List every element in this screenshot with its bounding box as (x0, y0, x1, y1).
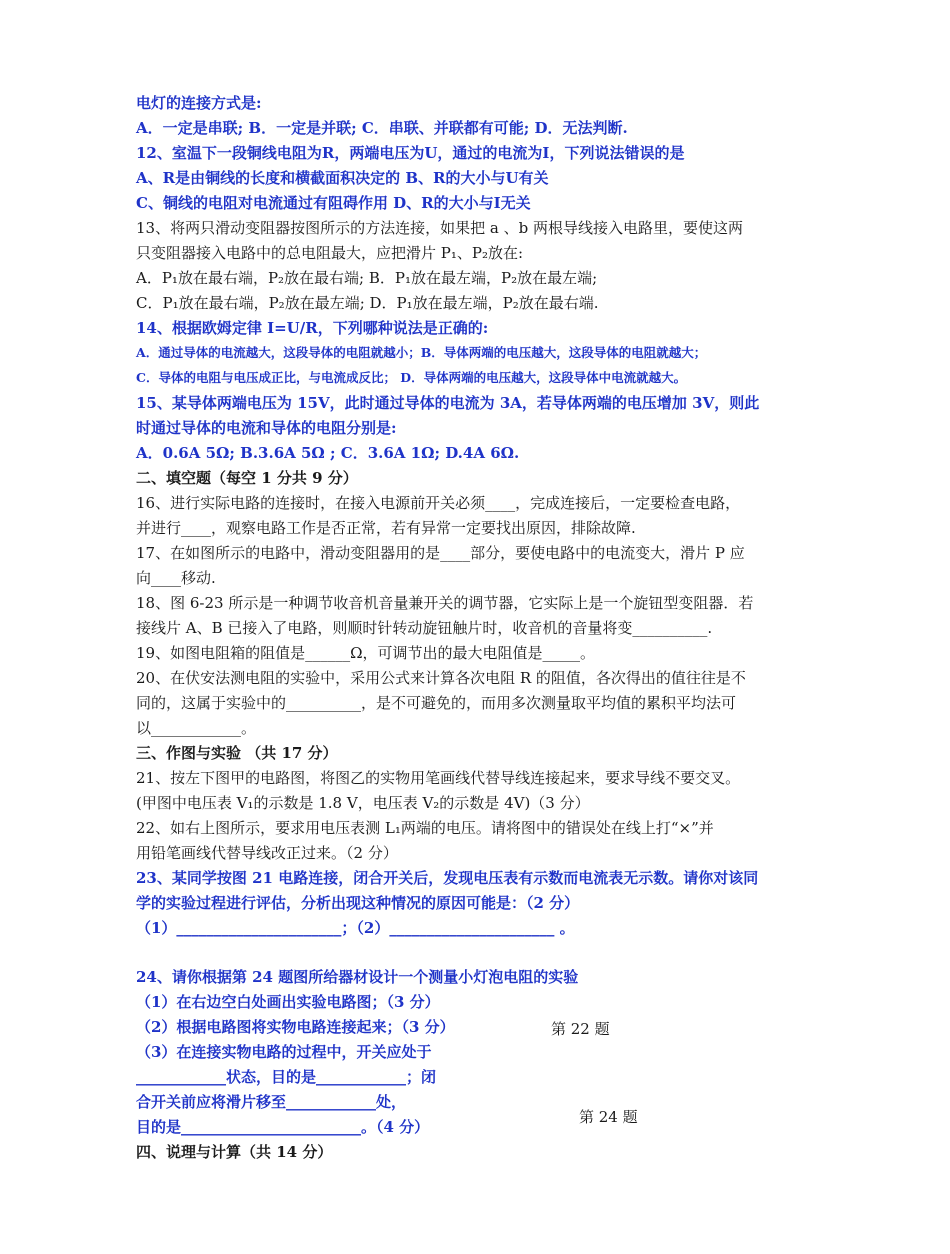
figure-label-q22: 第 22 题 (551, 1020, 610, 1038)
text-line: 用铅笔画线代替导线改正过来。（2 分） (136, 844, 398, 862)
text-line: A．0.6A 5Ω; B.3.6A 5Ω ; C．3.6A 1Ω; D.4A 6Ω. (136, 444, 520, 462)
text-line: C．P₁放在最右端，P₂放在最左端; D．P₁放在最左端，P₂放在最右端. (136, 294, 599, 312)
text-line: 学的实验过程进行评估，分析出现这种情况的原因可能是：（2 分） (136, 894, 580, 912)
text-line: A．一定是串联; B．一定是并联; C．串联、并联都有可能; D．无法判断. (136, 119, 628, 137)
section-heading: 四、说理与计算（共 14 分） (136, 1143, 333, 1161)
text-line: 以____________。 (136, 719, 257, 737)
text-line: 13、将两只滑动变阻器按图所示的方法连接，如果把 a 、b 两根导线接入电路里，要使这两 (136, 219, 743, 237)
text-line: 目的是________________________。（4 分） (136, 1118, 430, 1136)
text-line: 12、室温下一段铜线电阻为R，两端电压为U，通过的电流为I，下列说法错误的是 (136, 144, 685, 162)
section-heading: 三、作图与实验 （共 17 分） (136, 744, 338, 762)
figure-label-q24: 第 24 题 (579, 1108, 638, 1126)
text-line: 合开关前应将滑片移至____________处， (136, 1093, 407, 1111)
text-line: 接线片 A、B 已接入了电路，则顺时针转动旋钮触片时，收音机的音量将变__________. (136, 619, 713, 637)
text-line: （2）根据电路图将实物电路连接起来；（3 分） (136, 1018, 455, 1036)
answer-blanks: （1）______________________；（2）______________________ 。 (136, 919, 575, 937)
text-line: A．P₁放在最右端，P₂放在最右端; B．P₁放在最左端，P₂放在最左端; (136, 269, 598, 287)
text-line: C．导体的电阻与电压成正比，与电流成反比； D．导体两端的电压越大，这段导体中电流就越大。 (136, 370, 687, 385)
text-line: 17、在如图所示的电路中，滑动变阻器用的是____部分，要使电路中的电流变大，滑片 P 应 (136, 544, 745, 562)
text-line: （1）在右边空白处画出实验电路图；（3 分） (136, 993, 440, 1011)
text-line: 电灯的连接方式是: (136, 94, 262, 112)
text-line: 16、进行实际电路的连接时，在接入电源前开关必须____，完成连接后，一定要检查电路， (136, 494, 741, 512)
text-line: 同的，这属于实验中的__________，是不可避免的，而用多次测量取平均值的累积平均法可 (136, 694, 737, 712)
section-heading: 二、填空题（每空 1 分共 9 分） (136, 469, 358, 487)
text-line: 并进行____，观察电路工作是否正常，若有异常一定要找出原因，排除故障. (136, 519, 636, 537)
text-line: A．通过导体的电流越大，这段导体的电阻就越小；B．导体两端的电压越大，这段导体的电阻就越大； (136, 345, 707, 360)
text-line: 时通过导体的电流和导体的电阻分别是: (136, 419, 397, 437)
text-line: 15、某导体两端电压为 15V，此时通过导体的电流为 3A，若导体两端的电压增加 3V，则此 (136, 394, 760, 412)
text-line: ____________状态，目的是____________；闭 (136, 1068, 437, 1086)
text-line: 只变阻器接入电路中的总电阻最大，应把滑片 P₁、P₂放在: (136, 244, 524, 262)
text-line: (甲图中电压表 V₁的示数是 1.8 V，电压表 V₂的示数是 4V)（3 分） (136, 794, 590, 812)
text-line: 向____移动. (136, 569, 216, 587)
text-line: 18、图 6-23 所示是一种调节收音机音量兼开关的调节器，它实际上是一个旋钮型变阻器．若 (136, 594, 754, 612)
text-line: （3）在连接实物电路的过程中，开关应处于 (136, 1043, 432, 1061)
text-line: 21、按左下图甲的电路图，将图乙的实物用笔画线代替导线连接起来，要求导线不要交叉。 (136, 769, 741, 787)
text-line: 22、如右上图所示，要求用电压表测 L₁两端的电压。请将图中的错误处在线上打“×”并 (136, 819, 714, 837)
text-line: 23、某同学按图 21 电路连接，闭合开关后，发现电压表有示数而电流表无示数。请你对该同 (136, 869, 759, 887)
text-line: 14、根据欧姆定律 I=U/R，下列哪种说法是正确的: (136, 319, 489, 337)
text-line: A、R是由铜线的长度和横截面积决定的 B、R的大小与U有关 (136, 169, 549, 187)
text-line: C、铜线的电阻对电流通过有阻碍作用 D、R的大小与I无关 (136, 194, 531, 212)
text-line: 20、在伏安法测电阻的实验中，采用公式来计算各次电阻 R 的阻值，各次得出的值往往是不 (136, 669, 746, 687)
text-line: 24、请你根据第 24 题图所给器材设计一个测量小灯泡电阻的实验 (136, 968, 579, 986)
text-line: 19、如图电阻箱的阻值是______Ω，可调节出的最大电阻值是_____。 (136, 644, 596, 662)
